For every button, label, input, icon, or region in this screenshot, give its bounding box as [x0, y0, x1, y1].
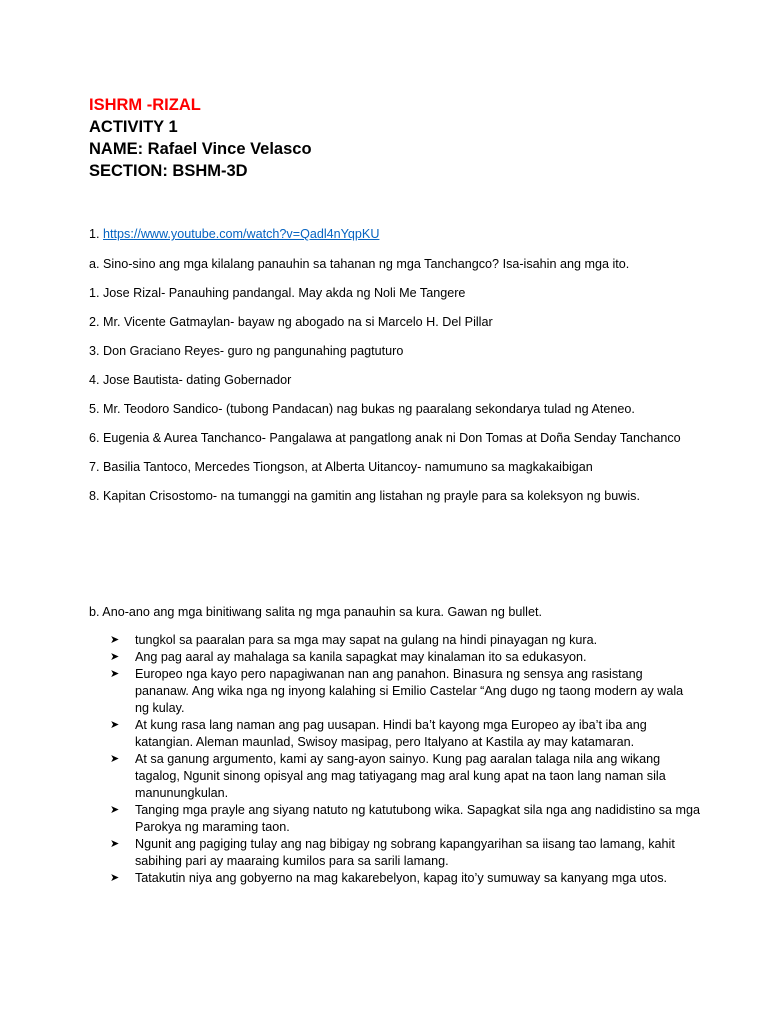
arrowhead-bullet-icon: ➤	[110, 838, 120, 850]
document-header	[89, 94, 312, 182]
arrowhead-bullet-icon: ➤	[110, 719, 120, 731]
answer-item: 7. Basilia Tantoco, Mercedes Tiongson, at Alberta Uitancoy- namumuno sa magkakaibigan	[89, 460, 593, 474]
item-1-line	[89, 227, 379, 242]
question-a: a. Sino-sino ang mga kilalang panauhin sa tahanan ng mga Tanchangco? Isa-isahin ang mga ito.	[89, 257, 630, 271]
answer-item: 8. Kapitan Crisostomo- na tumanggi na gamitin ang listahan ng prayle para sa koleksyon ng buwis.	[89, 489, 640, 503]
bullet-item	[110, 870, 700, 887]
bullet-text: Ngunit ang pagiging tulay ang nag bibigay ng sobrang kapangyarihan sa iisang tao lamang, kahit sabihing pari ay maaraing kumilos para sa sarili lamang.	[135, 837, 675, 868]
bullet-text: Ang pag aaral ay mahalaga sa kanila sapagkat may kinalaman ito sa edukasyon.	[135, 650, 587, 664]
bullet-text: At sa ganung argumento, kami ay sang-ayon sainyo. Kung pag aaralan talaga nila ang wikang tagalog, Ngunit sinong opisyal ang mag tatiyagang mag aral kung apat na taon lang naman sila manunungkulan.	[135, 752, 666, 800]
bullet-item	[110, 666, 700, 717]
bullet-item	[110, 802, 700, 836]
arrowhead-bullet-icon: ➤	[110, 634, 120, 646]
answer-item: 1. Jose Rizal- Panauhing pandangal. May akda ng Noli Me Tangere	[89, 286, 466, 300]
bullet-item	[110, 717, 700, 751]
bullet-item	[110, 751, 700, 802]
arrowhead-bullet-icon: ➤	[110, 668, 120, 680]
course-title: ISHRM -RIZAL	[89, 96, 201, 114]
arrowhead-bullet-icon: ➤	[110, 872, 120, 884]
item-number: 1.	[89, 227, 100, 241]
arrowhead-bullet-icon: ➤	[110, 804, 120, 816]
student-section: SECTION: BSHM-3D	[89, 162, 248, 180]
arrowhead-bullet-icon: ➤	[110, 753, 120, 765]
bullet-text: Europeo nga kayo pero napagiwanan nan ang panahon. Binasura ng sensya ang rasistang pananaw. Ang wika nga ng inyong kalahing si Emilio Castelar “Ang dugo ng taong modern ay wala ng kulay.	[135, 667, 684, 715]
bullet-item	[110, 632, 700, 649]
answer-item: 5. Mr. Teodoro Sandico- (tubong Pandacan) nag bukas ng paaralang sekondarya tulad ng Ateneo.	[89, 402, 635, 416]
bullet-item	[110, 649, 700, 666]
student-name: NAME: Rafael Vince Velasco	[89, 140, 312, 158]
bullet-list	[110, 632, 700, 887]
bullet-text: At kung rasa lang naman ang pag uusapan. Hindi ba’t kayong mga Europeo ay iba’t iba ang katangian. Aleman maunlad, Swisoy masipag, pero Italyano at Kastila ay may katamaran.	[135, 718, 647, 749]
activity-title: ACTIVITY 1	[89, 118, 178, 136]
youtube-link[interactable]: https://www.youtube.com/watch?v=Qadl4nYqpKU	[103, 227, 380, 241]
bullet-item	[110, 836, 700, 870]
question-b: b. Ano-ano ang mga binitiwang salita ng mga panauhin sa kura. Gawan ng bullet.	[89, 605, 542, 619]
answer-item: 4. Jose Bautista- dating Gobernador	[89, 373, 292, 387]
bullet-text: Tatakutin niya ang gobyerno na mag kakarebelyon, kapag ito’y sumuway sa kanyang mga utos.	[135, 871, 668, 885]
arrowhead-bullet-icon: ➤	[110, 651, 120, 663]
bullet-text: Tanging mga prayle ang siyang natuto ng katutubong wika. Sapagkat sila nga ang nadidistino sa mga Parokya ng maraming taon.	[135, 803, 701, 834]
answer-item: 2. Mr. Vicente Gatmaylan- bayaw ng abogado na si Marcelo H. Del Pillar	[89, 315, 493, 329]
answer-item: 3. Don Graciano Reyes- guro ng pangunahing pagtuturo	[89, 344, 404, 358]
answer-item: 6. Eugenia & Aurea Tanchanco- Pangalawa at pangatlong anak ni Don Tomas at Doña Senday Tanchanco	[89, 431, 681, 445]
bullet-text: tungkol sa paaralan para sa mga may sapat na gulang na hindi pinayagan ng kura.	[135, 633, 598, 647]
